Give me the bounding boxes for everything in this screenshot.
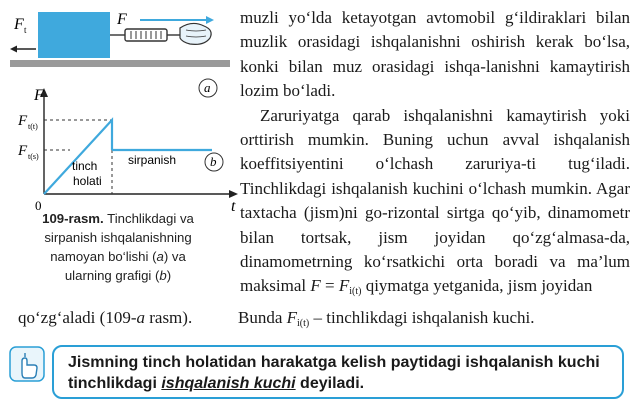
tick-lower-sub: t(s) (28, 152, 39, 161)
paragraph-1: muzli yo‘lda ketayotgan avtomobil g‘ildiraklari bilan muzlik orasidagi ishqalanishni oshirish kerak bo‘lsa, konki bilan muz orasidagi ishqa-lanishni kamaytirish lozim bo‘ladi. (240, 8, 630, 101)
bottom-right: Bunda $F_{i(t)}$ – tinchlikdagi ishqalanish kuchi. (238, 308, 535, 329)
figure-caption (14, 209, 222, 285)
formula-f: F (310, 276, 321, 296)
paragraph-2 (240, 104, 630, 305)
figure-b-graph (0, 84, 240, 214)
region-rest-line1: tinch (72, 159, 98, 173)
caption-line4-end: ) (166, 268, 172, 283)
x-axis-label: t (231, 198, 236, 214)
formula-sub: i(t) (349, 286, 362, 298)
caption-line3-end: ) va (163, 249, 186, 264)
caption-line4: ularning grafigi ( (64, 268, 160, 283)
tick-upper-sub: t(t) (28, 122, 38, 131)
caption-a: a (156, 249, 164, 264)
paragraph-2-text: Zaruriyatga qarab ishqalanishni kamaytirish yoki orttirish mumkin. Buning uchun avval ishqalanish koeffitsiyentini o‘lchash zaruriya-ti tug‘iladi. Tinchlikdagi ishqalanish kuchini o‘lchash mumkin. Agar taxtacha (jism)ni go-rizontal sirtga qo‘yib, dinamometr bilan tortsak, jism joyidan qo‘zg‘almasa-da, dinamometrning ko‘rsatkichi orta boradi va ma’lum maksimal (240, 105, 630, 296)
force-left-sub: t (24, 25, 27, 35)
region-rest-line2: holati (73, 174, 102, 188)
body-text (240, 6, 630, 305)
formula-eq: = (320, 276, 339, 296)
hand-icon (180, 23, 211, 44)
region-slide-label: sirpanish (128, 153, 177, 167)
panel-b-label: b (210, 154, 217, 169)
force-left-label: F (14, 16, 24, 33)
wooden-block (38, 12, 110, 58)
applied-force-arrowhead (206, 16, 214, 24)
formula-fi: F (338, 276, 350, 296)
definition-callout (52, 345, 624, 399)
caption-line2: sirpanish ishqalanishning (44, 230, 192, 245)
callout-term: ishqalanish kuchi (161, 375, 296, 392)
callout-text-end: deyiladi. (295, 375, 365, 392)
ground-surface (10, 60, 230, 67)
y-axis-label: F (34, 87, 44, 104)
pointing-hand-icon (8, 345, 48, 385)
callout-text: Jismning tinch holatidan harakatga kelish paytidagi ishqalanish kuchi tinchlikdagi (68, 354, 600, 392)
caption-line3: namoyan bo‘lishi ( (50, 249, 157, 264)
panel-a-label: a (204, 80, 211, 95)
bottom-left: qo‘zg‘aladi (109-a rasm). (18, 308, 193, 327)
paragraph-2-tail: qiymatga yetganida, jism joyidan (361, 276, 593, 296)
caption-number: 109-rasm. (42, 211, 104, 226)
origin-label: 0 (35, 198, 42, 213)
friction-arrowhead (10, 46, 17, 53)
caption-b: b (159, 268, 167, 283)
force-right-label: F (117, 11, 127, 28)
tick-upper-label: F (18, 113, 28, 129)
caption-line1: Tinchlikdagi va (107, 211, 194, 226)
tick-lower-label: F (18, 143, 28, 159)
